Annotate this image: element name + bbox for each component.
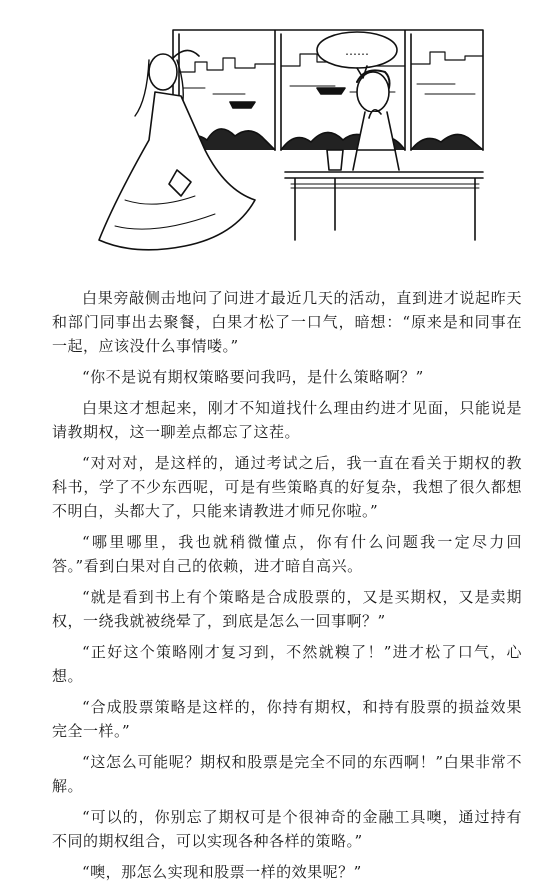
city-skyline — [179, 58, 275, 72]
paragraph: “就是看到书上有个策略是合成股票的，又是买期权，又是卖期权，一绕我就被绕晕了，到底是怎么一回事啊？” — [52, 588, 522, 630]
paragraph: “正好这个策略刚才复习到，不然就糗了！”进才松了口气，心想。 — [52, 643, 522, 685]
story-text — [52, 286, 522, 891]
speech-bubble-text: …… — [345, 44, 369, 58]
man-figure — [353, 70, 399, 170]
woman-figure — [99, 50, 255, 249]
boat — [230, 102, 255, 108]
paragraph: “可以的，你别忘了期权可是个很神奇的金融工具噢，通过持有不同的期权组合，可以实现各种各样的策略。” — [52, 808, 522, 850]
paragraph: “哪里哪里，我也就稍微懂点，你有什么问题我一定尽力回答。”看到白果对自己的依赖，进才暗自高兴。 — [52, 533, 522, 575]
paragraph: “你不是说有期权策略要问我吗，是什么策略啊？” — [82, 368, 424, 386]
cafe-illustration — [95, 0, 485, 262]
boat — [317, 88, 345, 94]
paragraph: “合成股票策略是这样的，你持有期权，和持有股票的损益效果完全一样。” — [52, 698, 522, 740]
paragraph: “这怎么可能呢？期权和股票是完全不同的东西啊！”白果非常不解。 — [52, 753, 522, 795]
cafe-table — [285, 172, 483, 240]
coffee-cup — [327, 150, 343, 170]
paragraph: 白果旁敲侧击地问了问进才最近几天的活动，直到进才说起昨天和部门同事出去聚餐，白果才松了一口气，暗想：“原来是和同事在一起，应该没什么事情喽。” — [52, 289, 522, 355]
paragraph: “噢，那怎么实现和股票一样的效果呢？” — [82, 863, 362, 881]
paragraph: “对对对，是这样的，通过考试之后，我一直在看关于期权的教科书，学了不少东西呢，可是有些策略真的好复杂，我想了很久都想不明白，头都大了，只能来请教进才师兄你啦。” — [52, 454, 522, 520]
paragraph: 白果这才想起来，刚才不知道找什么理由约进才见面，只能说是请教期权，这一聊差点都忘了这茬。 — [52, 399, 522, 441]
